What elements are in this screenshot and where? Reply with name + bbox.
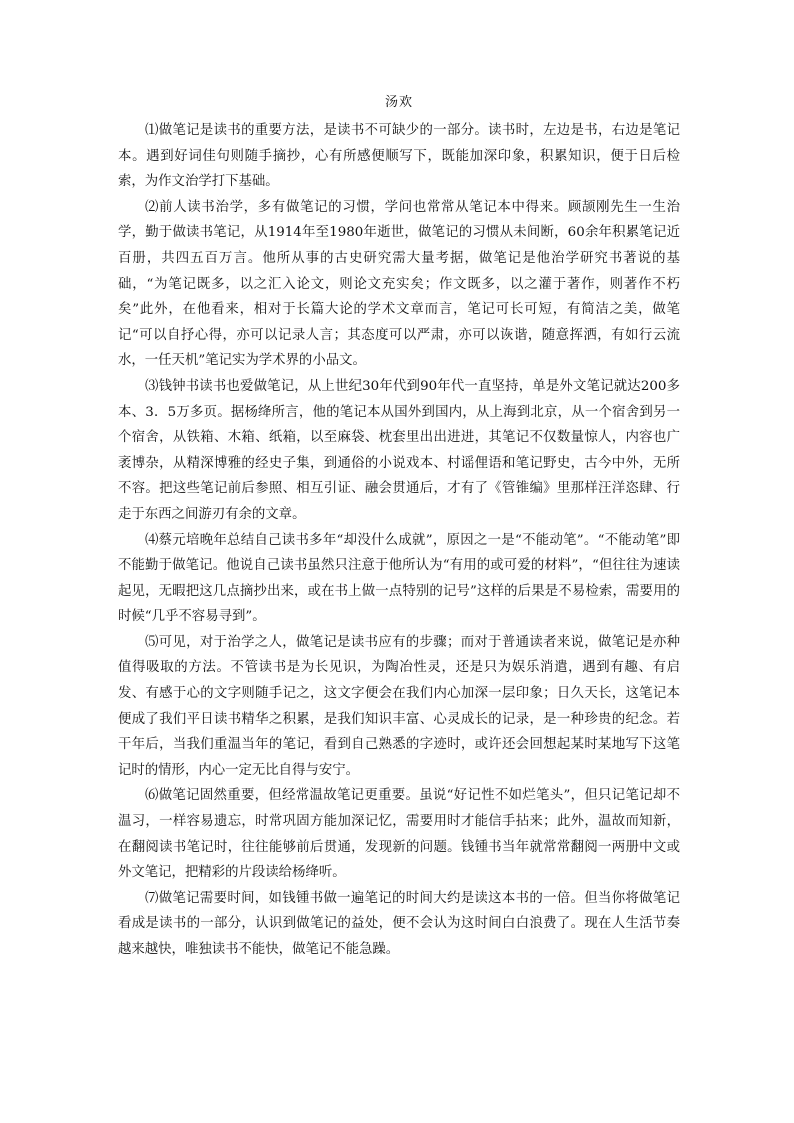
paragraph-3: ⑶钱钟书读书也爱做笔记，从上世纪30年代到90年代一直坚持，单是外文笔记就达200多本、3．5万多页。据杨绛所言，他的笔记本从国外到国内，从上海到北京，从一个宿舍到另一个宿舍，从铁箱、木箱、纸箱，以至麻袋、枕套里出出进进，其笔记不仅数量惊人，内容也广袤博杂，从精深博雅的经史子集，到通俗的小说戏本、村谣俚语和笔记野史，古今中外，无所不容。把这些笔记前后参照、相互引证、融会贯通后，才有了《管锥编》里那样汪洋恣肆、行走于东西之间游刃有余的文章。	[118, 378, 680, 522]
paragraph-6: ⑹做笔记固然重要，但经常温故笔记更重要。虽说“好记性不如烂笔头”，但只记笔记却不温习，一样容易遗忘，时常巩固方能加深记忆，需要用时才能信手拈来；此外，温故而知新，在翻阅读书笔记时，往往能够前后贯通，发现新的问题。钱锺书当年就常常翻阅一两册中文或外文笔记，把精彩的片段读给杨绛听。	[118, 788, 680, 881]
paragraph-5: ⑸可见，对于治学之人，做笔记是读书应有的步骤；而对于普通读者来说，做笔记是亦种值得吸取的方法。不管读书是为长见识，为陶冶性灵，还是只为娱乐消遣，遇到有趣、有启发、有感于心的文字则随手记之，这文字便会在我们内心加深一层印象；日久天长，这笔记本便成了我们平日读书精华之积累，是我们知识丰富、心灵成长的记录，是一种珍贵的纪念。若干年后，当我们重温当年的笔记，看到自己熟悉的字迹时，或许还会回想起某时某地写下这笔记时的情形，内心一定无比自得与安宁。	[118, 634, 680, 778]
paragraph-1: ⑴做笔记是读书的重要方法，是读书不可缺少的一部分。读书时，左边是书，右边是笔记本。遇到好词佳句则随手摘抄，心有所感便顺写下，既能加深印象，积累知识，便于日后检索，为作文治学打下基础。	[118, 123, 680, 190]
paragraph-2: ⑵前人读书治学，多有做笔记的习惯，学问也常常从笔记本中得来。顾颉刚先生一生治学，勤于做读书笔记，从1914年至1980年逝世，做笔记的习惯从未间断，60余年积累笔记近百册，共四五百万言。他所从事的古史研究需大量考据，做笔记是他治学研究书著说的基础，“为笔记既多，以之汇入论文，则论文充实矣；作文既多，以之灌于著作，则著作不朽矣”此外，在他看来，相对于长篇大论的学术文章而言，笔记可长可短，有简洁之美，做笔记“可以自抒心得，亦可以记录人言；其态度可以严肃，亦可以诙谐，随意挥洒，有如行云流水，一任天机”笔记实为学术界的小品文。	[118, 199, 680, 369]
paragraph-7: ⑺做笔记需要时间，如钱锺书做一遍笔记的时间大约是读这本书的一倍。但当你将做笔记看成是读书的一部分，认识到做笔记的益处，便不会认为这时间白白浪费了。现在人生活节奏越来越快，唯独读书不能快，做笔记不能急躁。	[118, 890, 680, 957]
document-page	[118, 92, 680, 963]
paragraph-4: ⑷蔡元培晚年总结自己读书多年“却没什么成就”，原因之一是“不能动笔”。“不能动笔”即不能勤于做笔记。他说自己读书虽然只注意于他所认为“有用的或可爱的材料”，“但往往为速读起见，无暇把这几点摘抄出来，或在书上做一点特别的记号”这样的后果是不易检索，需要用的时候“几乎不容易寻到”。	[118, 532, 680, 625]
author-name: 汤欢	[384, 95, 413, 110]
